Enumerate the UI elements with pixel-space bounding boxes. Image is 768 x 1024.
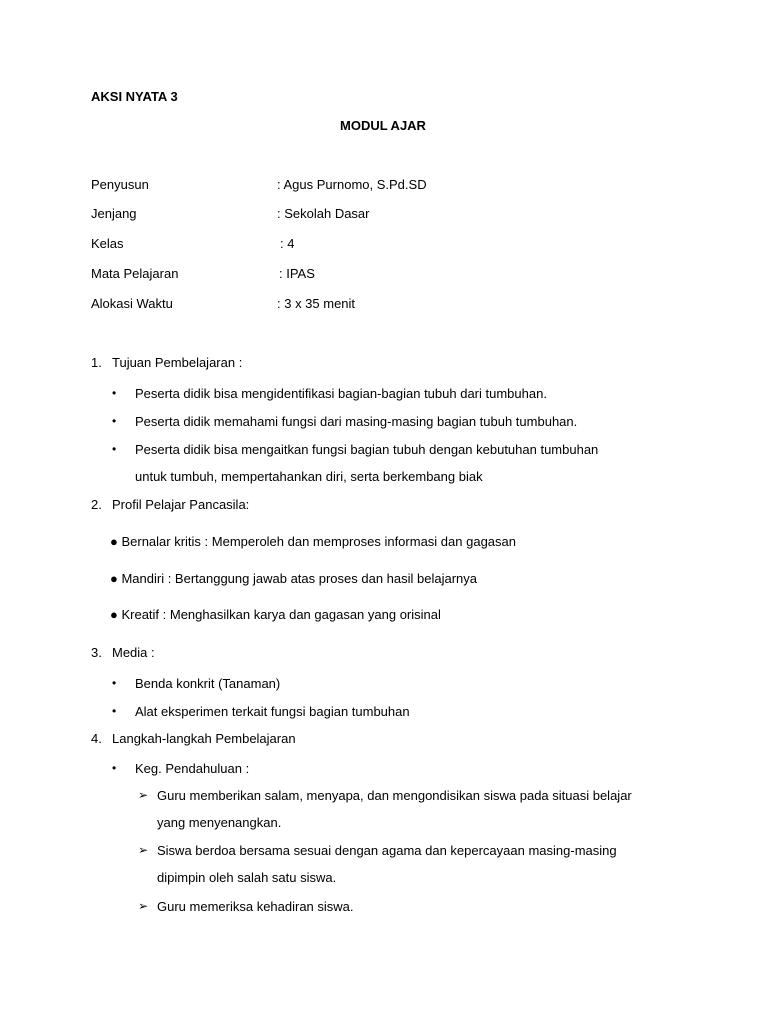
section-number: 1. — [91, 355, 102, 370]
list-item: Peserta didik bisa mengidentifikasi bagian-bagian tubuh dari tumbuhan. — [135, 386, 547, 401]
section-tujuan-heading — [91, 355, 242, 370]
list-item: Alat eksperimen terkait fungsi bagian tumbuhan — [135, 704, 410, 719]
section-title: Media : — [112, 645, 155, 660]
info-label-jenjang: Jenjang — [91, 206, 137, 221]
list-item-continuation: untuk tumbuh, mempertahankan diri, serta berkembang biak — [135, 469, 483, 484]
info-value-mata-pelajaran: : IPAS — [279, 266, 315, 281]
section-title: Langkah-langkah Pembelajaran — [112, 731, 296, 746]
info-label-kelas: Kelas — [91, 236, 124, 251]
sub-heading: Keg. Pendahuluan : — [135, 761, 250, 776]
bullet-icon: • — [112, 442, 117, 456]
arrow-bullet-icon: ➢ — [138, 843, 149, 857]
list-item: ● Bernalar kritis : Memperoleh dan memproses informasi dan gagasan — [110, 534, 516, 549]
step-item-continuation: dipimpin oleh salah satu siswa. — [157, 870, 337, 885]
info-label-alokasi-waktu: Alokasi Waktu — [91, 296, 173, 311]
section-number: 2. — [91, 497, 102, 512]
section-number: 4. — [91, 731, 102, 746]
list-item: Benda konkrit (Tanaman) — [135, 676, 281, 691]
section-profil-heading — [91, 497, 249, 512]
info-value-jenjang: : Sekolah Dasar — [277, 206, 370, 221]
info-value-alokasi-waktu: : 3 x 35 menit — [277, 296, 356, 311]
arrow-bullet-icon: ➢ — [138, 788, 149, 802]
list-item: ● Kreatif : Menghasilkan karya dan gagasan yang orisinal — [110, 607, 441, 622]
document-tag: AKSI NYATA 3 — [91, 89, 178, 104]
info-value-kelas: : 4 — [280, 236, 295, 251]
arrow-bullet-icon: ➢ — [138, 899, 149, 913]
info-value-penyusun: : Agus Purnomo, S.Pd.SD — [277, 177, 427, 192]
section-title: Profil Pelajar Pancasila: — [112, 497, 250, 512]
bullet-icon: • — [112, 761, 117, 775]
step-item: Siswa berdoa bersama sesuai dengan agama dan kepercayaan masing-masing — [157, 843, 617, 858]
document-title: MODUL AJAR — [340, 118, 426, 133]
step-item-continuation: yang menyenangkan. — [157, 815, 282, 830]
bullet-icon: • — [112, 676, 117, 690]
section-title: Tujuan Pembelajaran : — [112, 355, 243, 370]
step-item: Guru memeriksa kehadiran siswa. — [157, 899, 354, 914]
section-langkah-heading — [91, 731, 296, 746]
section-media-heading — [91, 645, 155, 660]
bullet-icon: • — [112, 704, 117, 718]
section-number: 3. — [91, 645, 102, 660]
list-item: Peserta didik memahami fungsi dari masing-masing bagian tubuh tumbuhan. — [135, 414, 578, 429]
info-label-penyusun: Penyusun — [91, 177, 149, 192]
bullet-icon: • — [112, 386, 117, 400]
step-item: Guru memberikan salam, menyapa, dan mengondisikan siswa pada situasi belajar — [157, 788, 632, 803]
info-label-mata-pelajaran: Mata Pelajaran — [91, 266, 179, 281]
list-item: ● Mandiri : Bertanggung jawab atas proses dan hasil belajarnya — [110, 571, 478, 586]
list-item: Peserta didik bisa mengaitkan fungsi bagian tubuh dengan kebutuhan tumbuhan — [135, 442, 599, 457]
bullet-icon: • — [112, 414, 117, 428]
